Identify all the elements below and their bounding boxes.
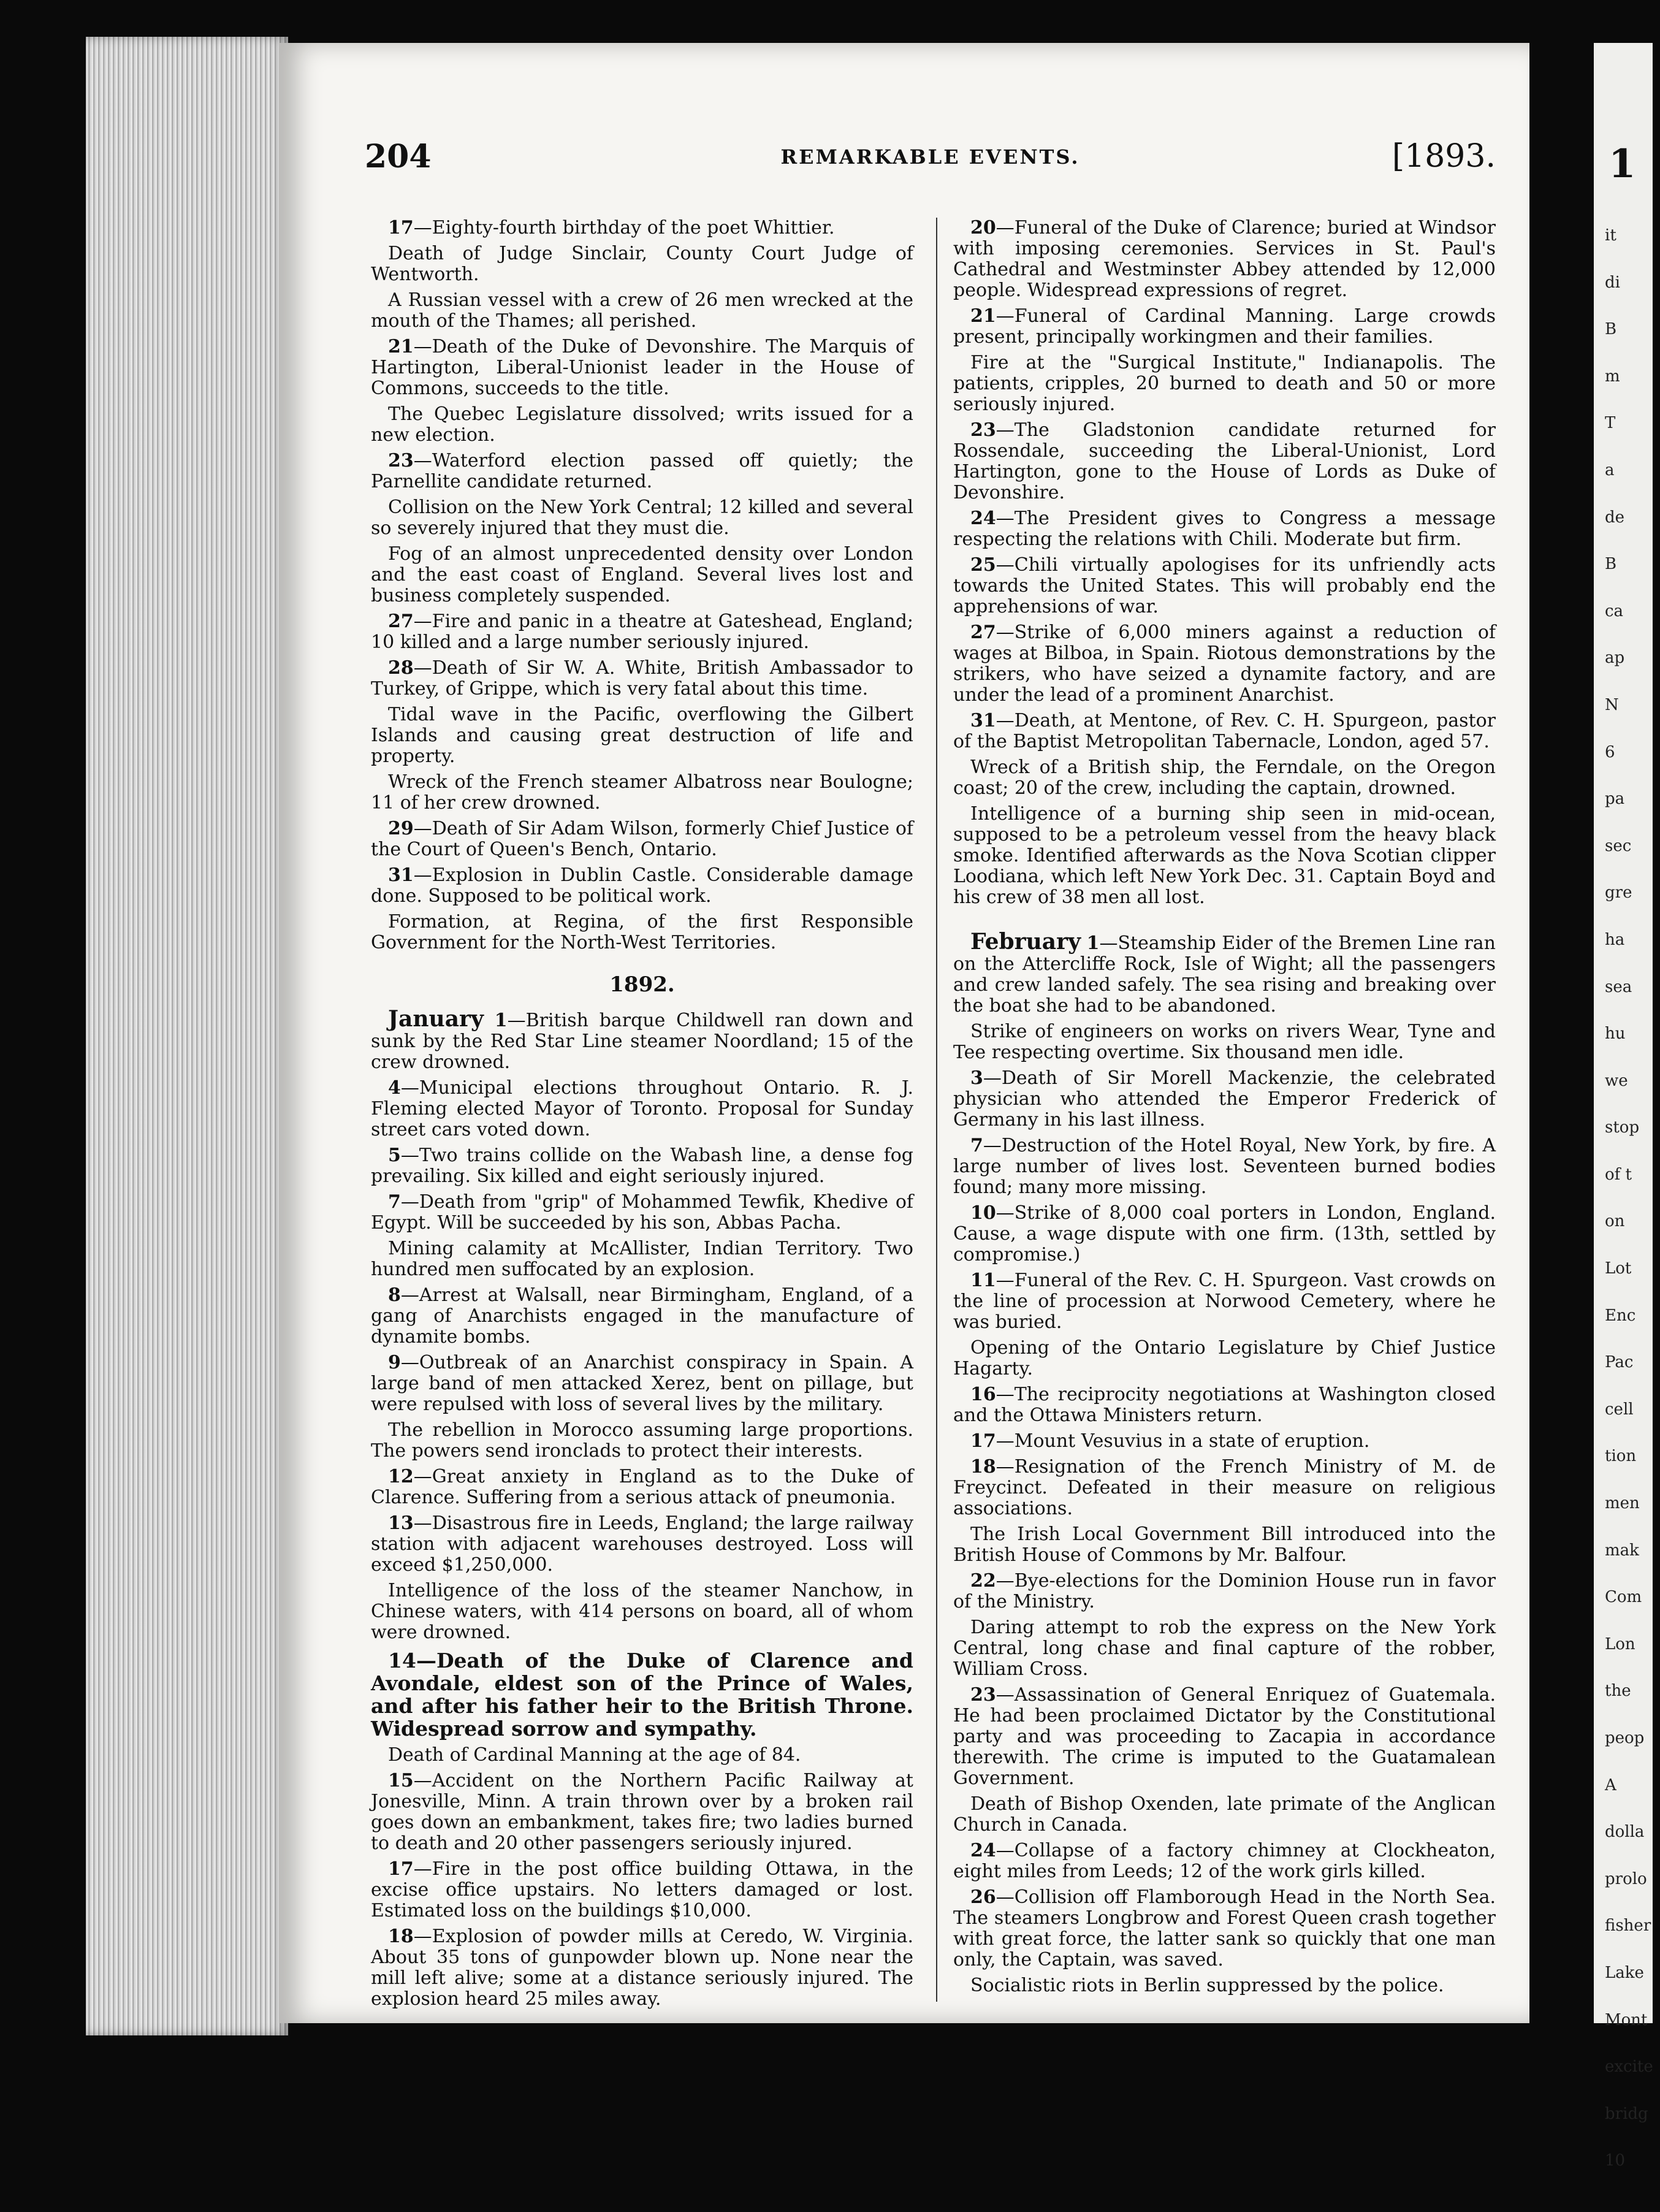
running-title: REMARKABLE EVENTS.: [780, 145, 1080, 169]
year-heading: 1892.: [609, 972, 675, 997]
entry-text: —Resignation of the French Ministry of M. de Freycinct. Defeated in their measure on religious associations.: [953, 1456, 1496, 1519]
event-entry: [371, 1466, 913, 1508]
event-paragraph: The Irish Local Government Bill introduced into the British House of Commons by Mr. Balfour.: [953, 1524, 1496, 1566]
adjacent-text-fragment: Mont: [1605, 2010, 1648, 2029]
adjacent-text-fragment: B: [1605, 320, 1617, 339]
adjacent-text-fragment: sea: [1605, 977, 1632, 996]
event-entry: [371, 337, 913, 399]
adjacent-text-fragment: bridg: [1605, 2104, 1648, 2123]
entry-day: 15: [388, 1770, 414, 1791]
entry-text: —Strike of 6,000 miners against a reduction of wages at Bilboa, in Spain. Riotous demonstrations by the strikers, who have seized a dynamite factory, and are under the lead of a prominent Anarchist.: [953, 622, 1496, 706]
adjacent-text-fragment: mak: [1605, 1541, 1639, 1560]
event-entry: [371, 658, 913, 700]
entry-day: 3: [970, 1067, 983, 1089]
event-entry: [953, 1571, 1496, 1612]
january-entries: [371, 1078, 913, 1643]
entry-text: —Eighty-fourth birthday of the poet Whittier.: [413, 217, 835, 238]
event-entry: [371, 865, 913, 907]
entry-day: 18: [388, 1926, 414, 1947]
entry-day: 5: [388, 1145, 401, 1166]
entry-day: 23: [970, 419, 996, 441]
entry-day: 23: [970, 1684, 996, 1706]
adjacent-text-fragment: Lake: [1605, 1963, 1644, 1982]
adjacent-text-fragment: we: [1605, 1071, 1628, 1090]
entry-text: —Disastrous fire in Leeds, England; the large railway station with adjacent warehouses destroyed. Loss will exceed $1,250,000.: [371, 1512, 913, 1576]
entry-text: —Funeral of the Rev. C. H. Spurgeon. Vast crowds on the line of procession at Norwood Cemetery, where he was buried.: [953, 1270, 1496, 1333]
event-entry: [953, 508, 1496, 550]
entry-day: 29: [388, 818, 414, 839]
event-paragraph: Mining calamity at McAllister, Indian Territory. Two hundred men suffocated by an explosion.: [371, 1238, 913, 1280]
event-paragraph: Collision on the New York Central; 12 killed and several so severely injured that they must die.: [371, 497, 913, 539]
adjacent-text-fragment: fisher: [1605, 1916, 1651, 1935]
entry-text: —Death, at Mentone, of Rev. C. H. Spurgeon, pastor of the Baptist Metropolitan Tabernacle, London, aged 57.: [953, 710, 1496, 752]
february-entries: [953, 1021, 1496, 1996]
entry-text: —Two trains collide on the Wabash line, a dense fog prevailing. Six killed and eight seriously injured.: [371, 1145, 913, 1187]
month-name-january: January: [388, 1006, 484, 1032]
entry-day: 17: [970, 1430, 996, 1452]
event-entry: [371, 1859, 913, 1921]
entry-text: —Collapse of a factory chimney at Clockheaton, eight miles from Leeds; 12 of the work girls killed.: [953, 1840, 1496, 1882]
entry-day: 8: [388, 1284, 401, 1306]
event-entry: [953, 306, 1496, 348]
event-entry: [953, 1840, 1496, 1882]
adjacent-text-fragment: pa: [1605, 790, 1625, 809]
adjacent-text-fragment: Lot: [1605, 1259, 1632, 1278]
entry-day: 28: [388, 657, 414, 679]
entry-day: 22: [970, 1570, 996, 1592]
event-paragraph: The Quebec Legislature dissolved; writs issued for a new election.: [371, 403, 913, 446]
event-entry: [371, 611, 913, 653]
adjacent-text-fragment: excite: [1605, 2058, 1653, 2077]
entry-text: —Death of the Duke of Devonshire. The Marquis of Hartington, Liberal-Unionist leader in the House of Commons, succeeds to the title.: [371, 336, 913, 399]
entry-text: —British barque Childwell ran down and sunk by the Red Star Line steamer Noordland; 15 of the crew drowned.: [371, 1010, 913, 1073]
entry-text: —Collision off Flamborough Head in the North Sea. The steamers Longbrow and Forest Queen crash together with great force, the latter sank so quickly that one man only, the Captain, was saved.: [953, 1886, 1496, 1970]
entry-text: —Chili virtually apologises for its unfriendly acts towards the United States. This will probably end the apprehensions of war.: [953, 554, 1496, 617]
entry-day: 31: [388, 864, 414, 886]
entry-day: 4: [388, 1077, 401, 1099]
adjacent-text-fragment: A: [1605, 1775, 1616, 1794]
adjacent-text-fragment: tion: [1605, 1447, 1637, 1466]
entry-day: 26: [970, 1886, 996, 1908]
event-entry: [371, 1285, 913, 1348]
event-entry: [953, 420, 1496, 503]
event-entry: [371, 1926, 913, 2010]
entry-text: —Arrest at Walsall, near Birmingham, England, of a gang of Anarchists engaged in the manufacture of dynamite bombs.: [371, 1284, 913, 1348]
entry-day: 24: [970, 508, 996, 529]
february-first-entry: [953, 931, 1496, 1016]
entry-day: 10: [970, 1202, 996, 1224]
event-entry: [371, 1771, 913, 1854]
adjacent-text-fragment: stop: [1605, 1118, 1640, 1137]
event-paragraph: Death of Bishop Oxenden, late primate of the Anglican Church in Canada.: [953, 1793, 1496, 1836]
entry-text: —Outbreak of an Anarchist conspiracy in Spain. A large band of men attacked Xerez, bent on pillage, but were repulsed with loss of several lives by the military.: [371, 1352, 913, 1415]
adjacent-page-text: [1605, 227, 1660, 2199]
entry-day: 21: [388, 336, 414, 357]
right-column: [953, 218, 1496, 2001]
adjacent-text-fragment: cell: [1605, 1400, 1634, 1419]
left-intro-entries: [371, 218, 913, 953]
entry-day: 17: [388, 217, 414, 238]
event-paragraph: Strike of engineers on works on rivers Wear, Tyne and Tee respecting overtime. Six thousand men idle.: [953, 1021, 1496, 1063]
adjacent-text-fragment: a: [1605, 460, 1615, 479]
adjacent-text-fragment: the: [1605, 1682, 1631, 1701]
entry-day: 20: [970, 217, 996, 238]
entry-day: 17: [388, 1858, 414, 1880]
entry-day: 1: [1086, 932, 1100, 954]
month-name-february: February: [970, 929, 1081, 955]
entry-text: —Bye-elections for the Dominion House run in favor of the Ministry.: [953, 1570, 1496, 1612]
event-paragraph: Formation, at Regina, of the first Responsible Government for the North-West Territories.: [371, 911, 913, 953]
adjacent-text-fragment: B: [1605, 555, 1617, 574]
event-entry: [371, 1078, 913, 1140]
entry-text: —Great anxiety in England as to the Duke of Clarence. Suffering from a serious attack of pneumonia.: [371, 1466, 913, 1508]
adjacent-text-fragment: 6: [1605, 742, 1615, 761]
entry-text: —Fire and panic in a theatre at Gateshead, England; 10 killed and a large number seriously injured.: [371, 611, 913, 653]
event-paragraph: Daring attempt to rob the express on the New York Central, long chase and final capture of the robber, William Cross.: [953, 1617, 1496, 1680]
adjacent-text-fragment: de: [1605, 508, 1625, 527]
event-entry: [953, 1068, 1496, 1131]
entry-day: 12: [388, 1466, 414, 1487]
entry-text: —The reciprocity negotiations at Washington closed and the Ottawa Ministers return.: [953, 1384, 1496, 1426]
adjacent-text-fragment: Lon: [1605, 1634, 1635, 1653]
entry-day: 11: [970, 1270, 996, 1291]
event-paragraph: Opening of the Ontario Legislature by Chief Justice Hagarty.: [953, 1337, 1496, 1379]
event-entry: [953, 1457, 1496, 1519]
entry-day: 27: [388, 611, 414, 632]
entry-text: —Death of Sir Morell Mackenzie, the celebrated physician who attended the Emperor Frederick of Germany in his last illness.: [953, 1067, 1496, 1131]
entry-text: —Explosion of powder mills at Ceredo, W. Virginia. About 35 tons of gunpowder blown up. None near the mill left alive; some at a distance seriously injured. The explosion heard 25 miles away.: [371, 1926, 913, 2010]
event-entry: [953, 1384, 1496, 1426]
event-entry: [953, 1887, 1496, 1970]
column-divider: [936, 218, 937, 2002]
event-entry: [371, 218, 913, 238]
entry-text: —Municipal elections throughout Ontario. R. J. Fleming elected Mayor of Toronto. Proposal for Sunday street cars voted down.: [371, 1077, 913, 1140]
entry-day: 1: [494, 1010, 508, 1031]
event-entry: [371, 1145, 913, 1187]
entry-text: —Death from "grip" of Mohammed Tewfik, Khedive of Egypt. Will be succeeded by his son, Abbas Pacha.: [371, 1191, 913, 1234]
january-continued-entries: [953, 218, 1496, 908]
entry-text: —Death of Sir Adam Wilson, formerly Chief Justice of the Court of Queen's Bench, Ontario.: [371, 818, 913, 860]
year-mark: [1893.: [1392, 138, 1496, 175]
left-column: [371, 218, 913, 2015]
event-paragraph: A Russian vessel with a crew of 26 men wrecked at the mouth of the Thames; all perished.: [371, 289, 913, 332]
adjacent-text-fragment: of t: [1605, 1165, 1632, 1184]
book-page-edges: [86, 37, 288, 2035]
adjacent-text-fragment: m: [1605, 367, 1620, 386]
entry-day: 9: [388, 1352, 401, 1373]
adjacent-text-fragment: T: [1605, 414, 1616, 433]
entry-text: —Mount Vesuvius in a state of eruption.: [996, 1430, 1370, 1452]
event-entry: [953, 711, 1496, 752]
entry-text: —Steamship Eider of the Bremen Line ran on the Attercliffe Rock, Isle of Wight; all the passengers and crew landed safely. The sea rising and breaking over the boat she had to be abandoned.: [953, 932, 1496, 1016]
entry-text: —The Gladstonion candidate returned for Rossendale, succeeding the Liberal-Unionist, Lord Hartington, gone to the House of Lords as Duke of Devonshire.: [953, 419, 1496, 503]
event-paragraph: Socialistic riots in Berlin suppressed by the police.: [970, 1975, 1444, 1996]
event-paragraph: Wreck of the French steamer Albatross near Boulogne; 11 of her crew drowned.: [371, 771, 913, 814]
adjacent-text-fragment: N: [1605, 695, 1619, 714]
event-paragraph: Death of Judge Sinclair, County Court Judge of Wentworth.: [371, 243, 913, 285]
event-entry: [371, 1192, 913, 1234]
page-header: [365, 138, 1496, 181]
event-paragraph: Fire at the "Surgical Institute," Indianapolis. The patients, cripples, 20 burned to death and 50 or more seriously injured.: [953, 352, 1496, 415]
page-number: 204: [365, 138, 432, 175]
event-entry: [371, 1513, 913, 1576]
adjacent-text-fragment: peop: [1605, 1729, 1645, 1747]
event-paragraph: Tidal wave in the Pacific, overflowing the Gilbert Islands and causing great destruction of life and property.: [371, 704, 913, 767]
adjacent-page-number: 1: [1609, 141, 1636, 187]
adjacent-text-fragment: sec: [1605, 836, 1632, 855]
entry-text: —Accident on the Northern Pacific Railway at Jonesville, Minn. A train thrown over by a broken rail goes down an embankment, takes fire; two ladies burned to death and 20 other passengers seriously injured.: [371, 1770, 913, 1854]
entry-text: —Fire in the post office building Ottawa, in the excise office upstairs. No letters damaged or lost. Estimated loss on the buildings $10,000.: [371, 1858, 913, 1921]
entry-text: —Explosion in Dublin Castle. Considerable damage done. Supposed to be political work.: [371, 864, 913, 907]
adjacent-text-fragment: men: [1605, 1494, 1640, 1513]
entry-text: —Death of the Duke of Clarence and Avondale, eldest son of the Prince of Wales, and after his father heir to the British Throne. Widespread sorrow and sympathy.: [371, 1649, 913, 1741]
entry-text: —Funeral of the Duke of Clarence; buried at Windsor with imposing ceremonies. Services in St. Paul's Cathedral and Westminster Abbey attended by 12,000 people. Widespread expressions of regret.: [953, 217, 1496, 301]
adjacent-text-fragment: di: [1605, 273, 1620, 292]
adjacent-text-fragment: ca: [1605, 601, 1624, 620]
event-paragraph: The rebellion in Morocco assuming large proportions. The powers send ironclads to protect their interests.: [371, 1419, 913, 1462]
event-paragraph: Intelligence of a burning ship seen in mid-ocean, supposed to be a petroleum vessel from the heavy black smoke. Identified afterwards as the Nova Scotian clipper Loodiana, which left New York Dec. 31. Captain Boyd and his crew of 38 men all lost.: [953, 803, 1496, 908]
entry-text: —Waterford election passed off quietly; the Parnellite candidate returned.: [371, 450, 913, 492]
event-paragraph: Death of Cardinal Manning at the age of 84.: [388, 1744, 801, 1766]
entry-text: —Assassination of General Enriquez of Guatemala. He had been proclaimed Dictator by the Constitutional party and was proceeding to Zacapia in accordance therewith. The crime is imputed to the Guatamalean Government.: [953, 1684, 1496, 1789]
adjacent-text-fragment: on: [1605, 1212, 1625, 1231]
adjacent-text-fragment: 10: [1605, 2151, 1626, 2170]
entry-text: —Death of Sir W. A. White, British Ambassador to Turkey, of Grippe, which is very fatal about this time.: [371, 657, 913, 700]
entry-day: 21: [970, 305, 996, 327]
event-paragraph: Fog of an almost unprecedented density over London and the east coast of England. Several lives lost and business completely suspended.: [371, 543, 913, 606]
adjacent-text-fragment: Pac: [1605, 1353, 1634, 1372]
event-paragraph: Intelligence of the loss of the steamer Nanchow, in Chinese waters, with 414 persons on board, all of whom were drowned.: [371, 1580, 913, 1643]
event-entry: [953, 1135, 1496, 1198]
entry-text: —Funeral of Cardinal Manning. Large crowds present, principally workingmen and their families.: [953, 305, 1496, 348]
event-entry: [953, 1270, 1496, 1333]
entry-day: 18: [970, 1456, 996, 1478]
entry-day: 7: [970, 1135, 983, 1156]
event-entry: [371, 451, 913, 492]
event-entry: [953, 555, 1496, 617]
entry-day: 31: [970, 710, 996, 731]
entry-text: —Strike of 8,000 coal porters in London, England. Cause, a wage dispute with one firm. (13th, settled by compromise.): [953, 1202, 1496, 1265]
january-first-entry: [371, 1006, 913, 1073]
adjacent-text-fragment: it: [1605, 226, 1616, 245]
entry-text: —Destruction of the Hotel Royal, New York, by fire. A large number of lives lost. Seventeen burned bodies found; many more missing.: [953, 1135, 1496, 1198]
entry-day: 25: [970, 554, 996, 576]
event-entry: [371, 1352, 913, 1415]
entry-day: 24: [970, 1840, 996, 1861]
january-late-entries: [371, 1745, 913, 2010]
adjacent-text-fragment: ap: [1605, 649, 1625, 668]
event-entry: [953, 622, 1496, 706]
adjacent-text-fragment: dolla: [1605, 1823, 1645, 1842]
adjacent-text-fragment: gre: [1605, 883, 1632, 902]
adjacent-text-fragment: prolo: [1605, 1869, 1647, 1888]
event-entry: [953, 1685, 1496, 1789]
adjacent-text-fragment: hu: [1605, 1024, 1626, 1043]
entry-day: 7: [388, 1191, 401, 1213]
adjacent-text-fragment: ha: [1605, 930, 1625, 949]
event-entry: [953, 1203, 1496, 1265]
adjacent-text-fragment: Com: [1605, 1588, 1642, 1607]
event-entry: [953, 1431, 1496, 1452]
entry-day: 14: [388, 1649, 416, 1672]
event-entry: [953, 218, 1496, 301]
entry-day: 16: [970, 1384, 996, 1405]
event-paragraph: Wreck of a British ship, the Ferndale, on the Oregon coast; 20 of the crew, including the captain, drowned.: [953, 757, 1496, 799]
entry-text: —The President gives to Congress a message respecting the relations with Chili. Moderate but firm.: [953, 508, 1496, 550]
entry-day: 23: [388, 450, 414, 471]
entry-day: 27: [970, 622, 996, 643]
event-entry: [371, 818, 913, 860]
entry-day: 13: [388, 1512, 414, 1534]
adjacent-text-fragment: Enc: [1605, 1306, 1636, 1325]
adjacent-page-fragment: [1594, 43, 1653, 2170]
notable-entry: [371, 1649, 913, 1740]
